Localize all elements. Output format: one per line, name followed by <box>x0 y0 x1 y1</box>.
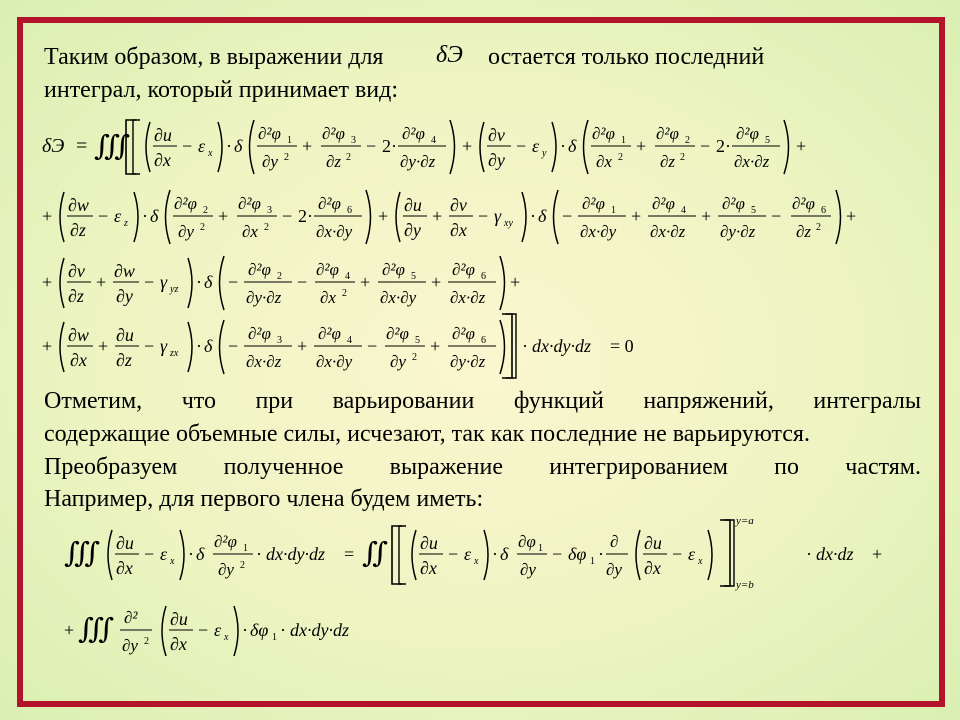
intro-text-line1-end: остается только последний <box>488 44 765 70</box>
svg-text:∂z: ∂z <box>660 152 676 171</box>
svg-text:+: + <box>462 136 473 156</box>
svg-text:−: − <box>198 620 209 640</box>
svg-text:∂z: ∂z <box>68 286 84 306</box>
svg-text:2·: 2· <box>716 136 731 156</box>
svg-text:3: 3 <box>277 335 282 346</box>
svg-text:1: 1 <box>621 135 626 146</box>
svg-text:·: · <box>226 136 232 156</box>
svg-text:∂y: ∂y <box>218 560 234 579</box>
svg-text:∂y: ∂y <box>116 286 133 306</box>
svg-text:∂²φ: ∂²φ <box>402 124 425 143</box>
svg-text:+: + <box>297 336 308 356</box>
svg-text:∂y·∂z: ∂y·∂z <box>720 222 756 241</box>
svg-text:∂²φ: ∂²φ <box>452 260 475 279</box>
svg-text:∂²φ: ∂²φ <box>248 260 271 279</box>
svg-text:∂x·∂y: ∂x·∂y <box>316 352 353 371</box>
integration-by-parts-formula <box>60 512 920 672</box>
svg-text:ε: ε <box>198 136 206 156</box>
svg-text:∂²φ: ∂²φ <box>386 324 409 343</box>
svg-text:∂z: ∂z <box>796 222 812 241</box>
svg-text:∂u: ∂u <box>116 533 134 553</box>
svg-text:5: 5 <box>751 205 756 216</box>
equation-line-1 <box>42 120 806 174</box>
svg-text:∂²φ: ∂²φ <box>214 532 237 551</box>
integration-by-parts-equation <box>60 512 920 672</box>
svg-text:∂x: ∂x <box>154 150 171 170</box>
svg-text:+: + <box>98 336 109 356</box>
svg-text:+: + <box>430 336 441 356</box>
svg-text:∂x·∂z: ∂x·∂z <box>650 222 686 241</box>
svg-text:3: 3 <box>351 135 356 146</box>
svg-text:−: − <box>297 272 308 292</box>
intro-text-line2: интеграл, который принимает вид: <box>44 77 399 103</box>
svg-text:∂x: ∂x <box>644 558 661 578</box>
svg-text:·: · <box>492 544 498 564</box>
svg-text:γ: γ <box>160 272 168 292</box>
svg-text:∂u: ∂u <box>116 325 134 345</box>
svg-text:2: 2 <box>284 152 289 163</box>
svg-text:dx·dy·dz: dx·dy·dz <box>266 544 325 564</box>
svg-text:ε: ε <box>532 136 540 156</box>
svg-text:1: 1 <box>287 135 292 146</box>
svg-text:∂x·∂y: ∂x·∂y <box>580 222 617 241</box>
svg-text:y: y <box>542 148 547 159</box>
svg-text:∂²φ: ∂²φ <box>452 324 475 343</box>
svg-text:∂z: ∂z <box>326 152 342 171</box>
svg-text:6: 6 <box>481 271 486 282</box>
svg-text:∂φ: ∂φ <box>518 532 536 551</box>
svg-text:−: − <box>144 336 155 356</box>
svg-text:= 0: = 0 <box>610 336 634 356</box>
svg-text:∂v: ∂v <box>68 261 85 281</box>
svg-text:∂²φ: ∂²φ <box>582 194 605 213</box>
svg-text:−: − <box>771 206 782 226</box>
svg-text:δφ: δφ <box>568 544 587 564</box>
svg-text:−: − <box>552 544 563 564</box>
svg-text:∂²φ: ∂²φ <box>316 260 339 279</box>
svg-text:2: 2 <box>685 135 690 146</box>
svg-text:−: − <box>448 544 459 564</box>
svg-text:∂w: ∂w <box>68 325 89 345</box>
svg-text:2·: 2· <box>382 136 397 156</box>
svg-text:4: 4 <box>431 135 436 146</box>
svg-text:∭: ∭ <box>64 538 100 569</box>
svg-text:yz: yz <box>170 284 179 295</box>
svg-text:·: · <box>256 544 262 564</box>
svg-text:∂²φ: ∂²φ <box>592 124 615 143</box>
svg-text:∂v: ∂v <box>450 195 467 215</box>
svg-text:−: − <box>562 206 573 226</box>
svg-text:∂z: ∂z <box>70 220 86 240</box>
svg-text:2: 2 <box>346 152 351 163</box>
svg-text:δ: δ <box>204 272 213 292</box>
svg-text:1: 1 <box>538 543 543 554</box>
svg-text:2: 2 <box>816 222 821 233</box>
svg-text:+: + <box>510 272 521 292</box>
svg-text:+: + <box>431 272 442 292</box>
svg-text:∂u: ∂u <box>170 609 188 629</box>
svg-text:−: − <box>144 272 155 292</box>
intro-text-line1-start: Таким образом, в выражении для <box>44 44 384 70</box>
svg-text:∂u: ∂u <box>404 195 422 215</box>
svg-text:5: 5 <box>411 271 416 282</box>
svg-text:·: · <box>188 544 194 564</box>
svg-text:x: x <box>698 556 703 567</box>
svg-text:x: x <box>208 148 213 159</box>
svg-text:−: − <box>478 206 489 226</box>
svg-text:−: − <box>516 136 527 156</box>
svg-text:·: · <box>280 620 286 640</box>
svg-text:·: · <box>196 336 202 356</box>
svg-text:ε: ε <box>114 206 122 226</box>
svg-text:2: 2 <box>203 205 208 216</box>
svg-text:=: = <box>344 544 355 564</box>
svg-text:−: − <box>228 272 239 292</box>
svg-text:∂x·∂z: ∂x·∂z <box>734 152 770 171</box>
svg-text:+: + <box>872 544 883 564</box>
svg-text:=: = <box>76 135 88 157</box>
svg-text:∂²φ: ∂²φ <box>248 324 271 343</box>
equation-line-2 <box>42 190 856 244</box>
svg-text:2: 2 <box>264 222 269 233</box>
svg-text:5: 5 <box>765 135 770 146</box>
svg-text:−: − <box>366 136 377 156</box>
svg-text:γ: γ <box>494 206 502 226</box>
svg-text:δ: δ <box>568 136 577 156</box>
svg-text:·: · <box>560 136 566 156</box>
svg-text:2: 2 <box>412 352 417 363</box>
svg-text:∂y: ∂y <box>606 560 622 579</box>
svg-text:−: − <box>282 206 293 226</box>
svg-text:δφ: δφ <box>250 620 269 640</box>
svg-text:2: 2 <box>240 560 245 571</box>
svg-text:+: + <box>302 136 313 156</box>
svg-text:−: − <box>700 136 711 156</box>
variation-equation-formula <box>40 108 920 388</box>
transform-text-line2: Например, для первого члена будем иметь: <box>44 486 484 512</box>
svg-text:∂²φ: ∂²φ <box>736 124 759 143</box>
svg-text:∂x: ∂x <box>420 558 437 578</box>
svg-text:·: · <box>522 336 528 356</box>
svg-text:4: 4 <box>345 271 350 282</box>
svg-text:δ: δ <box>234 136 243 156</box>
svg-text:−: − <box>144 544 155 564</box>
svg-text:∂²: ∂² <box>124 608 138 627</box>
svg-text:+: + <box>701 206 712 226</box>
svg-text:−: − <box>98 206 109 226</box>
svg-text:∂²φ: ∂²φ <box>318 194 341 213</box>
svg-text:+: + <box>378 206 389 226</box>
svg-text:−: − <box>367 336 378 356</box>
svg-text:+: + <box>218 206 229 226</box>
svg-text:dx·dy·dz: dx·dy·dz <box>532 336 591 356</box>
svg-text:∂x·∂z: ∂x·∂z <box>246 352 282 371</box>
svg-text:∂x: ∂x <box>242 222 258 241</box>
svg-text:∂z: ∂z <box>116 350 132 370</box>
svg-text:·: · <box>598 544 604 564</box>
remark-text-line2: содержащие объемные силы, исчезают, так как последние не варьируются. <box>44 421 810 447</box>
svg-text:xy: xy <box>504 218 513 229</box>
svg-text:ε: ε <box>464 544 472 564</box>
transform-text-line1: Преобразуем полученное выражение интегрированием по частям. <box>44 454 921 480</box>
svg-text:∂x: ∂x <box>116 558 133 578</box>
svg-text:δЭ: δЭ <box>42 135 65 157</box>
svg-text:∂y·∂z: ∂y·∂z <box>400 152 436 171</box>
svg-text:2: 2 <box>342 288 347 299</box>
svg-text:2: 2 <box>618 152 623 163</box>
svg-text:∂: ∂ <box>610 532 619 551</box>
svg-text:zx: zx <box>170 348 179 359</box>
svg-text:·: · <box>242 620 248 640</box>
svg-text:+: + <box>42 206 53 226</box>
svg-text:−: − <box>182 136 193 156</box>
svg-text:∂v: ∂v <box>488 125 505 145</box>
svg-text:δ: δ <box>500 544 509 564</box>
svg-text:·: · <box>806 544 812 564</box>
svg-text:∂y: ∂y <box>262 152 278 171</box>
svg-text:+: + <box>846 206 857 226</box>
svg-text:dx·dy·dz: dx·dy·dz <box>290 620 349 640</box>
svg-text:∂u: ∂u <box>644 533 662 553</box>
svg-text:6: 6 <box>481 335 486 346</box>
svg-text:∂²φ: ∂²φ <box>722 194 745 213</box>
svg-text:−: − <box>672 544 683 564</box>
svg-text:∂y·∂z: ∂y·∂z <box>246 288 282 307</box>
remark-text-line1: Отметим, что при варьировании функций напряжений, интегралы <box>44 388 921 414</box>
svg-text:∂y: ∂y <box>488 150 505 170</box>
svg-text:ε: ε <box>688 544 696 564</box>
svg-text:5: 5 <box>415 335 420 346</box>
svg-text:ε: ε <box>214 620 222 640</box>
svg-text:+: + <box>96 272 107 292</box>
svg-text:δ: δ <box>150 206 159 226</box>
integration-line-1 <box>64 515 882 591</box>
svg-text:4: 4 <box>347 335 352 346</box>
svg-text:∂u: ∂u <box>154 125 172 145</box>
svg-text:δ: δ <box>538 206 547 226</box>
svg-text:2: 2 <box>680 152 685 163</box>
svg-text:1: 1 <box>272 632 277 643</box>
svg-text:1: 1 <box>611 205 616 216</box>
svg-text:2: 2 <box>277 271 282 282</box>
svg-text:3: 3 <box>267 205 272 216</box>
svg-text:ε: ε <box>160 544 168 564</box>
svg-text:6: 6 <box>347 205 352 216</box>
svg-text:+: + <box>432 206 443 226</box>
svg-text:∂²φ: ∂²φ <box>792 194 815 213</box>
svg-text:∂x: ∂x <box>320 288 336 307</box>
svg-text:4: 4 <box>681 205 686 216</box>
svg-text:x: x <box>224 632 229 643</box>
upper-limit: y=a <box>736 515 754 527</box>
svg-text:∂x·∂z: ∂x·∂z <box>450 288 486 307</box>
svg-text:∂²φ: ∂²φ <box>656 124 679 143</box>
svg-text:∬: ∬ <box>362 538 389 569</box>
svg-text:∂²φ: ∂²φ <box>318 324 341 343</box>
svg-text:+: + <box>64 620 75 640</box>
svg-text:∂x·∂y: ∂x·∂y <box>316 222 353 241</box>
lower-limit: y=b <box>736 579 754 591</box>
svg-text:∂u: ∂u <box>420 533 438 553</box>
svg-text:∂y: ∂y <box>520 560 536 579</box>
svg-text:∂x: ∂x <box>596 152 612 171</box>
svg-text:∂y: ∂y <box>122 636 138 655</box>
svg-text:δ: δ <box>204 336 213 356</box>
delta-energy-symbol: δЭ <box>436 42 463 68</box>
svg-text:x: x <box>474 556 479 567</box>
svg-text:+: + <box>636 136 647 156</box>
svg-text:∂x·∂y: ∂x·∂y <box>380 288 417 307</box>
svg-text:∭: ∭ <box>78 614 114 645</box>
svg-text:+: + <box>796 136 807 156</box>
svg-text:1: 1 <box>590 556 595 567</box>
variation-equation <box>40 108 920 388</box>
svg-text:·: · <box>530 206 536 226</box>
svg-text:∂²φ: ∂²φ <box>258 124 281 143</box>
svg-text:∂y·∂z: ∂y·∂z <box>450 352 486 371</box>
svg-text:γ: γ <box>160 336 168 356</box>
svg-text:·: · <box>142 206 148 226</box>
equation-line-4 <box>42 314 634 378</box>
svg-text:∂x: ∂x <box>450 220 467 240</box>
svg-text:2: 2 <box>200 222 205 233</box>
svg-text:∂x: ∂x <box>170 634 187 654</box>
svg-text:∂y: ∂y <box>178 222 194 241</box>
svg-text:∂y: ∂y <box>390 352 406 371</box>
svg-text:2: 2 <box>144 636 149 647</box>
svg-text:∭: ∭ <box>94 131 130 162</box>
integration-line-2 <box>64 606 349 656</box>
svg-text:∂w: ∂w <box>114 261 135 281</box>
svg-text:+: + <box>631 206 642 226</box>
svg-text:2·: 2· <box>298 206 313 226</box>
svg-text:∂²φ: ∂²φ <box>382 260 405 279</box>
svg-text:+: + <box>42 272 53 292</box>
svg-text:δ: δ <box>196 544 205 564</box>
svg-text:z: z <box>124 218 128 229</box>
svg-text:∂²φ: ∂²φ <box>238 194 261 213</box>
svg-text:6: 6 <box>821 205 826 216</box>
svg-text:∂²φ: ∂²φ <box>652 194 675 213</box>
svg-text:∂x: ∂x <box>70 350 87 370</box>
svg-text:x: x <box>170 556 175 567</box>
svg-text:∂y: ∂y <box>404 220 421 240</box>
equation-line-3 <box>42 256 520 310</box>
svg-text:∂w: ∂w <box>68 195 89 215</box>
svg-text:+: + <box>360 272 371 292</box>
svg-text:1: 1 <box>243 543 248 554</box>
svg-text:∂²φ: ∂²φ <box>322 124 345 143</box>
svg-text:dx·dz: dx·dz <box>816 544 854 564</box>
svg-text:·: · <box>196 272 202 292</box>
svg-text:+: + <box>42 336 53 356</box>
svg-text:−: − <box>228 336 239 356</box>
svg-text:∂²φ: ∂²φ <box>174 194 197 213</box>
